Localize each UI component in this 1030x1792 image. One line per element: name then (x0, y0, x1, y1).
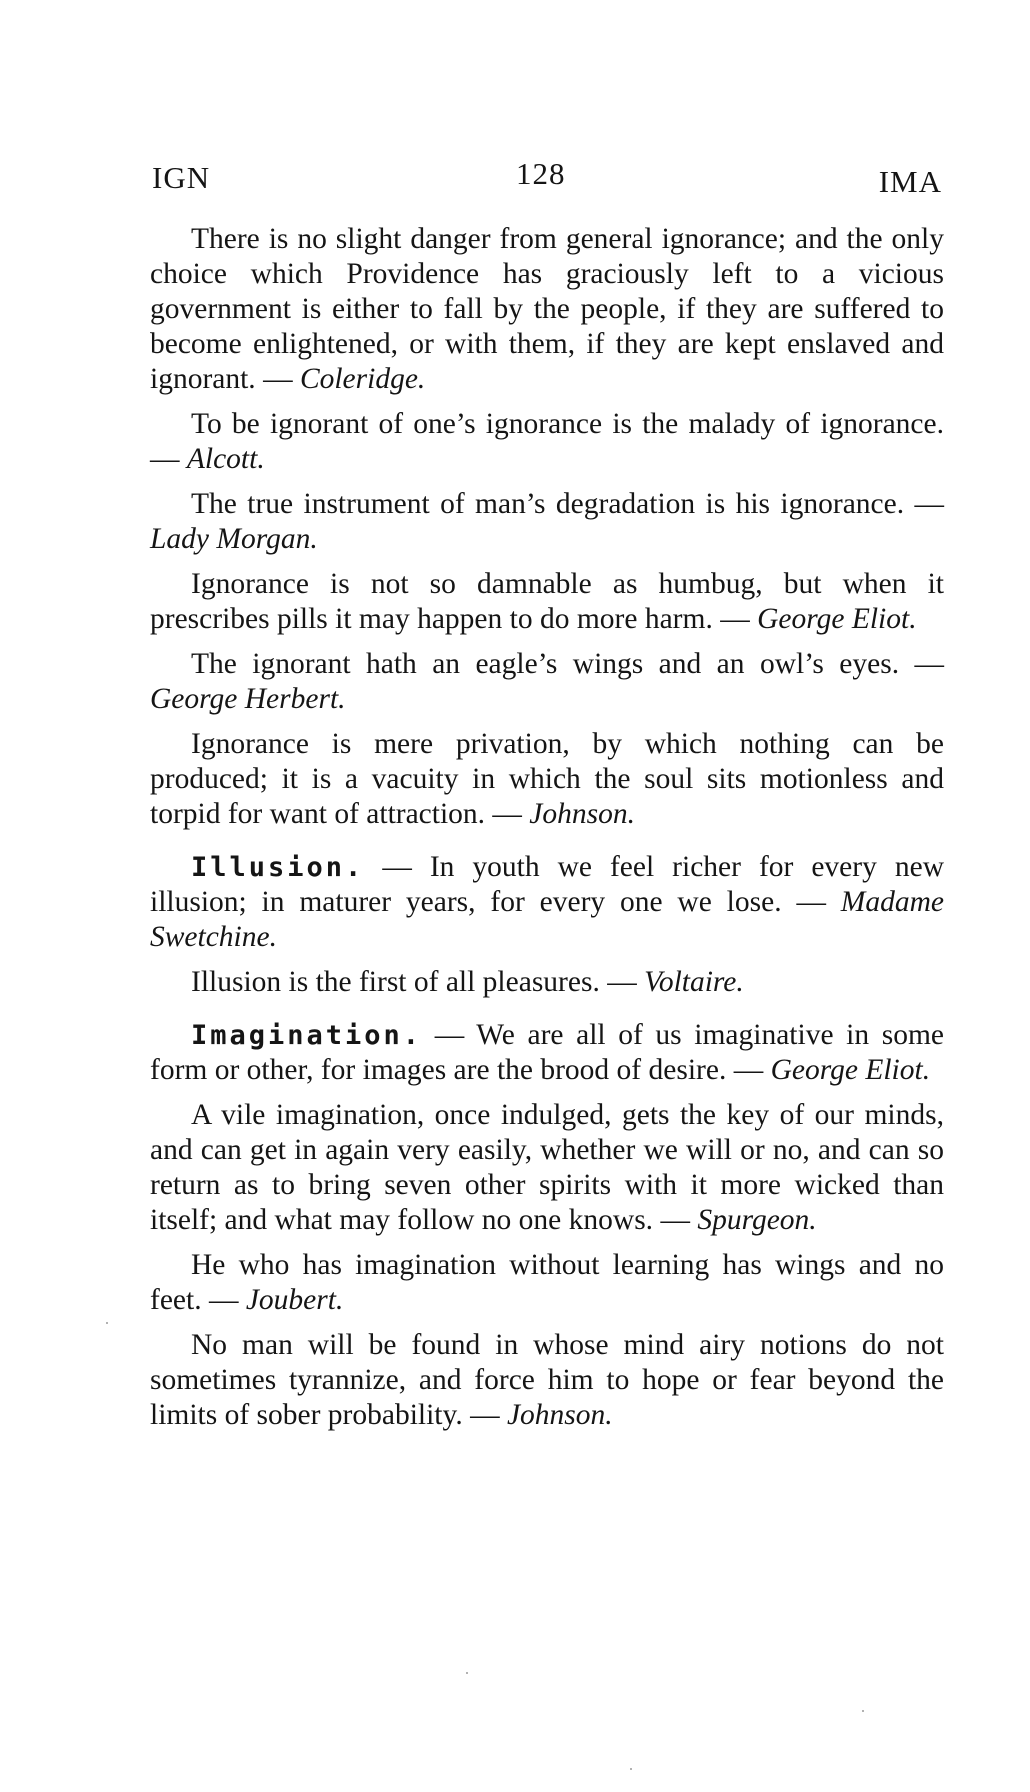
quotation-entry (150, 407, 944, 477)
quotation-author: George Eliot. (757, 603, 917, 635)
dash: — (914, 648, 944, 680)
dash: — (434, 1019, 465, 1051)
quotation-list (150, 222, 944, 1443)
dash: — (796, 886, 826, 918)
paper-speck (862, 1710, 864, 1712)
quotation-entry (150, 1328, 944, 1433)
paper-speck (466, 1672, 468, 1674)
dash: — (382, 851, 412, 883)
quotation-text: To be ignorant of one’s ignorance is the malady of ignorance. (191, 408, 944, 440)
quotation-author: Voltaire. (644, 966, 744, 998)
paper-speck (630, 1768, 632, 1770)
quotation-entry (150, 850, 944, 955)
quotation-text: Ignorance is not so damnable as humbug, but when it prescribes pills it may happen to do more harm. (150, 568, 944, 635)
quotation-author: Lady Morgan. (150, 523, 318, 555)
dash: — (720, 603, 750, 635)
quotation-author: George Eliot. (770, 1054, 931, 1086)
quotation-text: The true instrument of man’s degradation is his ignorance. (191, 488, 905, 520)
header-left-guideword: IGN (152, 160, 211, 195)
topic-heading: Imagination. (191, 1020, 423, 1051)
dash: — (660, 1204, 690, 1236)
dash: — (492, 798, 522, 830)
quotation-entry (150, 647, 944, 717)
quotation-text: Illusion is the first of all pleasures. (191, 966, 600, 998)
quotation-author: Spurgeon. (697, 1204, 817, 1236)
quotation-entry (150, 567, 944, 637)
topic-heading: Illusion. (191, 852, 365, 883)
running-head (152, 156, 942, 200)
quotation-author: Johnson. (529, 798, 635, 830)
quotation-text: No man will be found in whose mind airy notions do not sometimes tyrannize, and force him to hope or fear beyond the limits of sober probability. (150, 1329, 944, 1431)
quotation-entry (150, 487, 944, 557)
quotation-text: A vile imagination, once indulged, gets the key of our minds, and can get in again very easily, whether we will or no, and can so return as to bring seven other spirits with it more wicked than itself; and what may follow no one knows. (150, 1099, 944, 1236)
quotation-text: The ignorant hath an eagle’s wings and an owl’s eyes. (191, 648, 900, 680)
quotation-text: Ignorance is mere privation, by which nothing can be produced; it is a vacuity in which the soul sits motionless and torpid for want of attraction. (150, 728, 944, 830)
dash: — (263, 363, 293, 395)
quotation-author: Coleridge. (299, 363, 426, 395)
quotation-entry (150, 1018, 944, 1088)
header-right-guideword: IMA (878, 164, 942, 199)
quotation-text: There is no slight danger from general ignorance; and the only choice which Providence has graciously left to a vicious government is either to fall by the people, if they are suffered to become enlightened, or with them, if they are kept enslaved and ignorant. (150, 223, 944, 395)
quotation-author: George Herbert. (150, 683, 346, 715)
dash: — (470, 1399, 500, 1431)
quotation-text: We are all of us imaginative in some form or other, for images are the brood of desire. (150, 1019, 944, 1086)
dash: — (733, 1054, 764, 1086)
quotation-entry (150, 965, 944, 1000)
quotation-author: Alcott. (186, 443, 265, 475)
quotation-text: In youth we feel richer for every new illusion; in maturer years, for every one we lose. (150, 851, 944, 918)
quotation-author: Johnson. (506, 1399, 613, 1431)
dash: — (208, 1284, 239, 1316)
dash: — (150, 443, 180, 475)
paper-speck (106, 1322, 108, 1324)
quotation-author: Madame Swetchine. (150, 886, 945, 953)
quotation-text: He who has imagination without learning has wings and no feet. (150, 1249, 944, 1316)
quotation-entry (150, 222, 944, 397)
dash: — (607, 966, 637, 998)
quotation-entry (150, 1098, 944, 1238)
quotation-entry (150, 727, 944, 832)
quotation-author: Joubert. (245, 1284, 344, 1316)
quotation-entry (150, 1248, 944, 1318)
page-number: 128 (516, 156, 566, 191)
dash: — (914, 488, 944, 520)
